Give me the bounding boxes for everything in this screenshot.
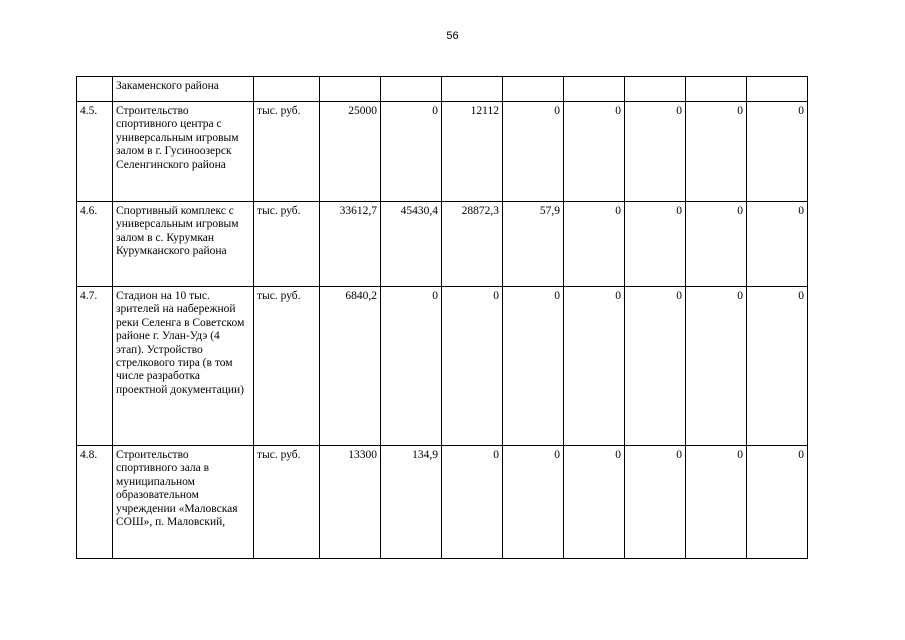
value-cell (442, 77, 503, 102)
table-row (77, 287, 808, 446)
value-cell: 13300 (320, 446, 381, 559)
value-cell: 0 (686, 202, 747, 287)
value-cell (625, 77, 686, 102)
value-cell: 0 (747, 102, 808, 202)
value-cell: 25000 (320, 102, 381, 202)
row-code (77, 77, 113, 102)
value-cell: 0 (747, 202, 808, 287)
value-cell: 0 (381, 287, 442, 446)
value-cell: 0 (564, 202, 625, 287)
row-name: Закаменского района (113, 77, 254, 102)
value-cell: 0 (686, 102, 747, 202)
value-cell: 57,9 (503, 202, 564, 287)
value-cell (747, 77, 808, 102)
value-cell: 6840,2 (320, 287, 381, 446)
value-cell: 0 (442, 287, 503, 446)
value-cell: 0 (686, 446, 747, 559)
value-cell: 12112 (442, 102, 503, 202)
value-cell: 0 (442, 446, 503, 559)
row-name: Стадион на 10 тыс. зрителей на набережной реки Селенга в Советском районе г. Улан-Удэ (4 этап). Устройство стрелкового тира (в том числе разработка проектной документации) (113, 287, 254, 446)
row-name: Строительство спортивного центра с универсальным игровым залом в г. Гусиноозерск Селенгинского района (113, 102, 254, 202)
row-name: Строительство спортивного зала в муниципальном образовательном учреждении «Маловская СОШ», п. Маловский, (113, 446, 254, 559)
row-unit: тыс. руб. (254, 202, 320, 287)
program-funding-table (76, 76, 808, 559)
value-cell: 0 (503, 287, 564, 446)
row-code: 4.5. (77, 102, 113, 202)
value-cell: 33612,7 (320, 202, 381, 287)
value-cell: 0 (503, 446, 564, 559)
value-cell: 28872,3 (442, 202, 503, 287)
table-row (77, 77, 808, 102)
row-unit (254, 77, 320, 102)
row-unit: тыс. руб. (254, 287, 320, 446)
value-cell: 0 (747, 446, 808, 559)
row-unit: тыс. руб. (254, 446, 320, 559)
value-cell (320, 77, 381, 102)
value-cell: 0 (625, 287, 686, 446)
row-code: 4.8. (77, 446, 113, 559)
page-number: 56 (446, 30, 459, 42)
value-cell: 0 (564, 102, 625, 202)
value-cell (381, 77, 442, 102)
value-cell: 0 (747, 287, 808, 446)
row-name: Спортивный комплекс с универсальным игровым залом в с. Курумкан Курумканского района (113, 202, 254, 287)
value-cell: 45430,4 (381, 202, 442, 287)
row-code: 4.6. (77, 202, 113, 287)
table-row (77, 202, 808, 287)
value-cell (564, 77, 625, 102)
value-cell: 134,9 (381, 446, 442, 559)
row-code: 4.7. (77, 287, 113, 446)
value-cell: 0 (686, 287, 747, 446)
value-cell: 0 (503, 102, 564, 202)
value-cell: 0 (625, 446, 686, 559)
value-cell (686, 77, 747, 102)
value-cell: 0 (564, 446, 625, 559)
table-row (77, 102, 808, 202)
value-cell: 0 (625, 202, 686, 287)
value-cell: 0 (625, 102, 686, 202)
value-cell: 0 (381, 102, 442, 202)
value-cell: 0 (564, 287, 625, 446)
value-cell (503, 77, 564, 102)
table-row (77, 446, 808, 559)
row-unit: тыс. руб. (254, 102, 320, 202)
